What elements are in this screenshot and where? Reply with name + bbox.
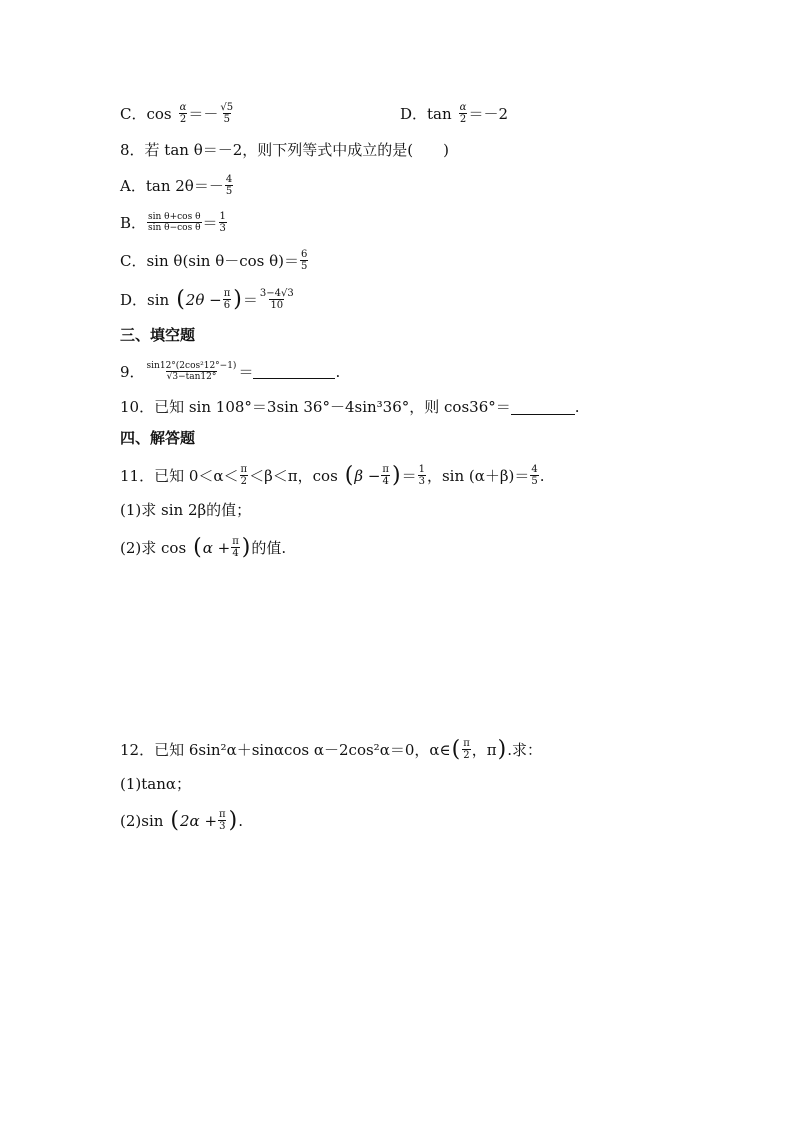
q8-option-b [120,211,228,234]
fraction: $\frac{√5}{5}$ [220,102,234,125]
right-paren: ) [233,286,242,312]
q9 [120,361,340,382]
period: . [574,398,580,416]
expression: ，π [471,740,497,759]
answer-blank[interactable] [511,400,575,415]
q11-part1: (1)求 sin 2β的值； [120,501,252,519]
question-text: 10．已知 sin 108°＝3sin 36°－4sin³36°，则 cos36°＝ [120,398,511,416]
expression: .求： [507,740,543,759]
option-label: B． [120,213,147,232]
fraction: $\frac{\pi}{4}$ [382,464,389,487]
left-paren: ( [451,736,461,762]
left-paren: ( [170,807,179,833]
fraction: $\frac{4}{5}$ [225,174,233,197]
expression: α + [202,538,231,557]
q7-option-c [120,102,235,125]
function-name: tan [427,104,452,123]
equals: ＝ [202,213,218,232]
fraction: $\frac{4}{5}$ [531,464,538,487]
right-paren: ) [497,736,507,762]
q8-stem: 8．若 tan θ＝－2，则下列等式中成立的是( ) [120,141,449,159]
expression: tan 2θ＝－ [145,176,224,195]
expression: ＜β＜π，cos [249,466,338,485]
fraction: $\frac{\text{sin12°(2cos²12°−1)}}{√3-\tan 12^\circ}$ [146,361,237,382]
fraction: $\frac{1}{3}$ [418,464,425,487]
period: . [335,362,341,381]
equals: ＝－ [188,104,219,123]
expression: (2)sin [120,811,164,830]
function-name: cos [146,104,172,123]
q12-part2 [120,809,243,832]
expression: β − [354,466,381,485]
option-label: D． [400,104,428,123]
option-label: C． [120,104,147,123]
fraction: $\frac{\pi}{3}$ [219,809,226,832]
equals: ＝ [401,466,417,485]
period: . [238,811,243,830]
option-label: D． [120,290,148,309]
q11-stem [120,464,545,487]
section-heading-answer: 四、解答题 [120,429,196,447]
left-paren: ( [193,534,202,560]
left-paren: ( [176,286,185,312]
q8-option-a [120,174,234,197]
expression: 2α + [180,811,218,830]
q7-option-d [400,102,508,125]
expression: (2)求 cos [120,538,187,557]
fraction: $\frac{\pi}{2}$ [240,464,248,487]
right-paren: ) [391,462,401,488]
expression: 2θ − [185,290,222,309]
equals: ＝ [238,362,254,381]
q8-option-d [120,288,296,311]
fraction: $\frac{1}{3}$ [219,211,226,234]
question-number: 9． [120,362,145,381]
expression: 11．已知 0＜α＜ [120,466,239,485]
q11-part2 [120,536,286,559]
section-heading-fill-in: 三、填空题 [120,326,196,344]
period: . [539,466,545,485]
q10 [120,397,580,417]
fraction: $\frac{\alpha}{2}$ [179,102,187,125]
fraction: $\frac{\pi}{2}$ [463,738,470,761]
expression: 的值. [251,538,287,557]
option-label: C． [120,251,147,270]
fraction: $\frac{\alpha}{2}$ [459,102,467,125]
option-label: A． [120,176,146,195]
function-name: sin [147,290,170,309]
q12-part1: (1)tanα； [120,775,192,793]
q8-option-c [120,249,309,272]
fraction: $\frac{6}{5}$ [301,249,308,272]
answer-blank[interactable] [253,364,335,379]
expression: 12．已知 6sin²α＋sinαcos α－2cos²α＝0，α∈ [120,740,451,759]
expression: sin θ(sin θ－cos θ)＝ [146,251,300,270]
equals: ＝－2 [468,104,508,123]
fraction: $\frac{\pi}{4}$ [232,536,239,559]
equals: ＝ [242,290,258,309]
left-paren: ( [344,462,354,488]
q12-stem [120,738,542,761]
right-paren: ) [241,534,251,560]
fraction: $\frac{\text{sin θ+cos θ}}{\text{sin θ−cos θ}}$ [148,212,201,233]
expression: ，sin (α＋β)＝ [426,466,530,485]
right-paren: ) [228,807,238,833]
fraction: $\frac{3-4√3}{10}$ [259,288,294,311]
fraction: $\frac{\pi}{6}$ [223,288,231,311]
